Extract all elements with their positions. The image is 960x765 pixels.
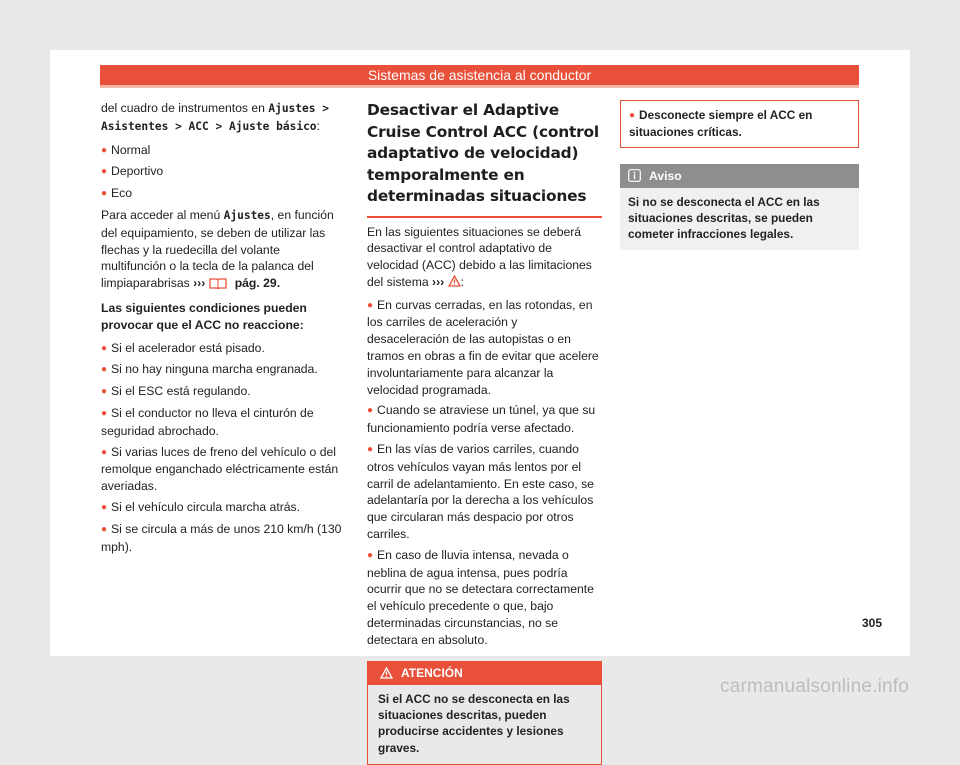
- reference-arrows: ›››: [193, 276, 206, 291]
- list-item: [367, 297, 602, 399]
- bullet-icon: ●: [101, 166, 108, 178]
- conditions-list: [101, 340, 344, 556]
- note-header: [620, 164, 859, 188]
- situation-text: Cuando se atraviese un túnel, ya que su funcionamiento podría verse afectado.: [367, 403, 596, 436]
- situation-text: En las vías de varios carriles, cuando otros vehículos vayan más lentos por el carril de adelantamiento. En este caso, se adelantaría por la derecha a los vehículos que circularan más despacio por otros carriles.: [367, 442, 594, 542]
- info-icon: [628, 169, 641, 187]
- conditions-heading: Las siguientes condiciones pueden provocar que el ACC no reaccione:: [101, 300, 307, 332]
- list-item: [101, 499, 344, 517]
- situations-intro-text: En las siguientes situaciones se deberá desactivar el control adaptativo de velocidad (ACC) debido a las limitaciones del sistema: [367, 224, 592, 289]
- mode-label: Eco: [111, 186, 133, 201]
- bullet-icon: ●: [101, 342, 108, 354]
- bullet-icon: ●: [629, 110, 636, 121]
- menu-name: Ajustes: [223, 208, 271, 222]
- column-right: [620, 100, 859, 250]
- note-label: Aviso: [649, 168, 682, 183]
- list-item: [101, 340, 344, 358]
- condition-text: Si el vehículo circula marcha atrás.: [111, 499, 301, 514]
- access-prefix: Para acceder al menú: [101, 207, 224, 222]
- bullet-icon: ●: [101, 407, 108, 419]
- column-middle: [367, 100, 602, 765]
- section-title: Desactivar el Adaptive Cruise Control ACC (control adaptativo de velocidad) temporalmente en determinadas situaciones: [367, 100, 602, 218]
- bullet-icon: ●: [367, 444, 374, 456]
- bullet-icon: ●: [101, 364, 108, 376]
- menu-path: Ajustes > Asistentes > ACC > Ajuste básico: [101, 102, 329, 133]
- page-header: Sistemas de asistencia al conductor: [100, 65, 859, 88]
- list-item: [101, 383, 344, 401]
- list-item: [101, 142, 344, 160]
- list-item: [101, 444, 344, 495]
- situations-list: [367, 297, 602, 649]
- mode-list: [101, 142, 344, 203]
- access-text: , en función del equipamiento, se deben de utilizar las flechas y la ruedecilla del volante multifunción o la tecla de la palanca del limpiaparabrisas: [101, 207, 334, 291]
- page-reference-link[interactable]: pág. 29: [234, 276, 277, 291]
- list-item: [367, 547, 602, 649]
- intro-prefix: del cuadro de instrumentos en: [101, 101, 269, 115]
- condition-text: Si el ESC está regulando.: [111, 384, 251, 399]
- condition-text: Si varias luces de freno del vehículo o del remolque enganchado eléctricamente están averiadas.: [101, 444, 339, 494]
- situations-intro: [367, 224, 602, 291]
- intro-paragraph: [101, 100, 344, 136]
- warning-triangle-icon: [448, 275, 461, 289]
- warning-continuation-box: [620, 100, 859, 148]
- situations-intro-end: :: [460, 274, 464, 289]
- bullet-icon: ●: [367, 549, 374, 561]
- bullet-icon: ●: [101, 446, 108, 458]
- situation-text: En caso de lluvia intensa, nevada o neblina de agua intensa, pues podría ocurrir que no se detectara correctamente el vehículo precedente o que, bajo determinadas circunstancias, no se detectara en absoluto.: [367, 547, 594, 647]
- bullet-icon: ●: [101, 523, 108, 535]
- list-item: [101, 185, 344, 203]
- reference-arrows: ›››: [432, 274, 445, 289]
- access-end: .: [276, 276, 281, 291]
- watermark: carmanualsonline.info: [720, 676, 910, 697]
- note-text: Si no se desconecta el ACC en las situaciones descritas, se pueden cometer infracciones legales.: [628, 194, 820, 242]
- list-item: [101, 405, 344, 440]
- list-item: [101, 163, 344, 181]
- list-item: [367, 441, 602, 543]
- bullet-icon: ●: [101, 188, 108, 200]
- list-item: [367, 402, 602, 437]
- bullet-icon: ●: [101, 386, 108, 398]
- list-item: [101, 361, 344, 379]
- condition-text: Si no hay ninguna marcha engranada.: [111, 362, 318, 377]
- bullet-icon: ●: [367, 405, 374, 417]
- note-box: [620, 164, 859, 251]
- warning-text: Si el ACC no se desconecta en las situaciones descritas, pueden producirse accidentes y lesiones graves.: [378, 691, 570, 755]
- warning-continuation-text: Desconecte siempre el ACC en situaciones críticas.: [629, 108, 813, 140]
- mode-label: Normal: [111, 142, 151, 157]
- situation-text: En curvas cerradas, en las rotondas, en los carriles de aceleración y desaceleración de las autopistas o en tramos en obras a fin de evitar que acelere involuntariamente para alcanzar la velocidad programada.: [367, 297, 599, 397]
- condition-text: Si el acelerador está pisado.: [111, 340, 265, 355]
- warning-box: [367, 661, 602, 765]
- book-icon: [209, 277, 227, 294]
- access-paragraph: [101, 207, 344, 294]
- bullet-icon: ●: [101, 501, 108, 513]
- warning-label: ATENCIÓN: [401, 665, 463, 680]
- condition-text: Si el conductor no lleva el cinturón de seguridad abrochado.: [101, 405, 314, 438]
- page-number: 305: [862, 616, 883, 630]
- warning-triangle-icon: [380, 667, 393, 683]
- condition-text: Si se circula a más de unos 210 km/h (130 mph).: [101, 521, 342, 554]
- list-item: [101, 521, 344, 556]
- bullet-icon: ●: [101, 144, 108, 156]
- mode-label: Deportivo: [111, 164, 164, 179]
- intro-suffix: :: [316, 118, 320, 133]
- warning-header: [368, 662, 601, 685]
- bullet-icon: ●: [367, 299, 374, 311]
- column-left: [101, 100, 344, 559]
